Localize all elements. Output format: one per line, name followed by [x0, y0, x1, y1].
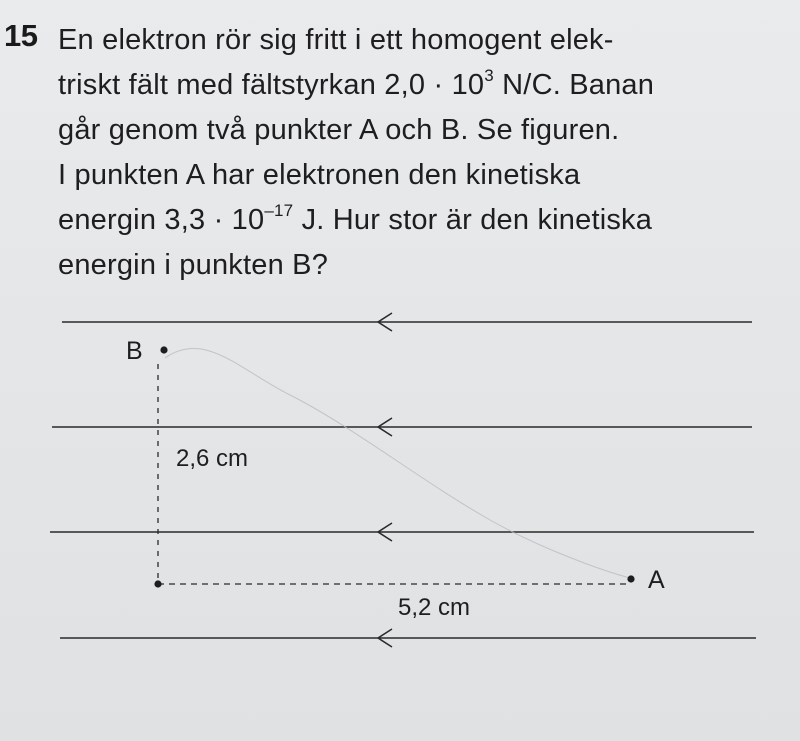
statement-line-3: går genom två punkter A och B. Se figuren. — [58, 114, 620, 146]
vertical-distance-label: 2,6 cm — [176, 445, 249, 472]
horizontal-distance-label: 5,2 cm — [398, 594, 471, 621]
problem-number: 15 — [4, 18, 38, 53]
statement-line-6: energin i punkten B? — [58, 249, 329, 281]
field-line-3 — [50, 523, 754, 541]
statement-line-2: triskt fält med fältstyrkan $2,0 \cdot 10^3$ N/C. Banan — [58, 66, 655, 101]
statement-line-5: energin $3,3 \cdot 10^{-17}$ J. Hur stor är den kinetiska — [58, 201, 653, 236]
point-a-label: A — [648, 566, 665, 594]
field-exponent: 3 — [484, 66, 494, 85]
field-line-4 — [60, 629, 756, 647]
field-line-2 — [52, 418, 752, 436]
point-b-dot — [160, 346, 167, 353]
statement-line-4: I punkten A har elektronen den kinetiska — [58, 159, 581, 191]
point-b-label: B — [126, 337, 143, 365]
field-line-1 — [62, 313, 752, 331]
corner-dot — [154, 580, 161, 587]
point-a-dot — [627, 575, 634, 582]
statement-line-1: En elektron rör sig fritt i ett homogent elek- — [58, 24, 614, 56]
energy-exponent: –17 — [264, 201, 294, 220]
